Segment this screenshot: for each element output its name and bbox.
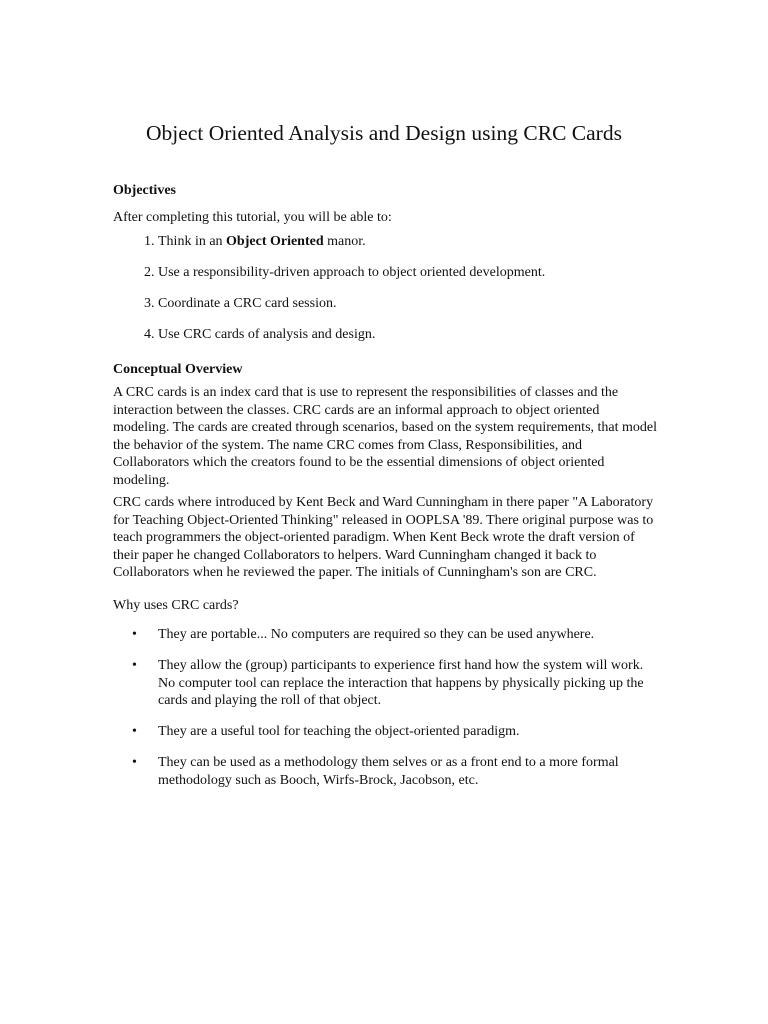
objectives-heading: Objectives bbox=[113, 183, 176, 198]
objective-text: Use a responsibility-driven approach to object oriented development. bbox=[158, 264, 546, 280]
bullet-icon: • bbox=[132, 627, 137, 642]
list-item bbox=[158, 295, 658, 313]
reason-text: They allow the (group) participants to experience first hand how the system will work. No computer tool can replace the interaction that happens by physically picking up the cards and playing the roll of that object. bbox=[158, 658, 644, 708]
overview-paragraph-2: CRC cards where introduced by Kent Beck and Ward Cunningham in there paper "A Laboratory for Teaching Object-Oriented Thinking" released in OOPLSA '89. There original purpose was to teach programmers the object-oriented paradigm. When Kent Beck wrote the draft version of their paper he changed Collaborators to helpers. Ward Cunningham changed it back to Collaborators when he reviewed the paper. The initials of Cunningham's son are CRC. bbox=[113, 495, 654, 580]
list-item bbox=[132, 723, 658, 741]
list-item bbox=[132, 657, 658, 710]
page-title: Object Oriented Analysis and Design using CRC Cards bbox=[146, 121, 622, 145]
objectives-intro: After completing this tutorial, you will be able to: bbox=[113, 210, 392, 225]
bullet-icon: • bbox=[132, 755, 137, 770]
reason-text: They can be used as a methodology them selves or as a front end to a more formal methodology such as Booch, Wirfs-Brock, Jacobson, etc. bbox=[158, 755, 619, 788]
objective-text: Use CRC cards of analysis and design. bbox=[158, 326, 376, 342]
objective-text-end: manor. bbox=[323, 233, 366, 249]
list-item bbox=[158, 264, 658, 282]
why-question: Why uses CRC cards? bbox=[113, 597, 239, 613]
reason-text: They are a useful tool for teaching the object-oriented paradigm. bbox=[158, 724, 520, 739]
reasons-list bbox=[113, 626, 658, 789]
list-item bbox=[158, 233, 658, 251]
objective-bold-term: Object Oriented bbox=[226, 233, 324, 249]
list-item bbox=[132, 626, 658, 644]
objective-text-start: Think in an bbox=[158, 233, 227, 249]
overview-paragraph-1: A CRC cards is an index card that is use to represent the responsibilities of classes and the interaction between the classes. CRC cards are an informal approach to object oriented modeling. The cards are created through scenarios, based on the system requirements, that model the behavior of the system. The name CRC comes from Class, Responsibilities, and Collaborators which the creators found to be the essential dimensions of object oriented modeling. bbox=[113, 385, 658, 488]
objectives-list bbox=[113, 233, 658, 344]
reason-text: They are portable... No computers are required so they can be used anywhere. bbox=[158, 627, 595, 642]
bullet-icon: • bbox=[132, 658, 137, 673]
document-body bbox=[113, 182, 658, 803]
overview-heading: Conceptual Overview bbox=[113, 362, 243, 377]
bullet-icon: • bbox=[132, 724, 137, 739]
list-item bbox=[132, 754, 658, 789]
objective-text: Coordinate a CRC card session. bbox=[158, 295, 337, 311]
list-item bbox=[158, 326, 658, 344]
